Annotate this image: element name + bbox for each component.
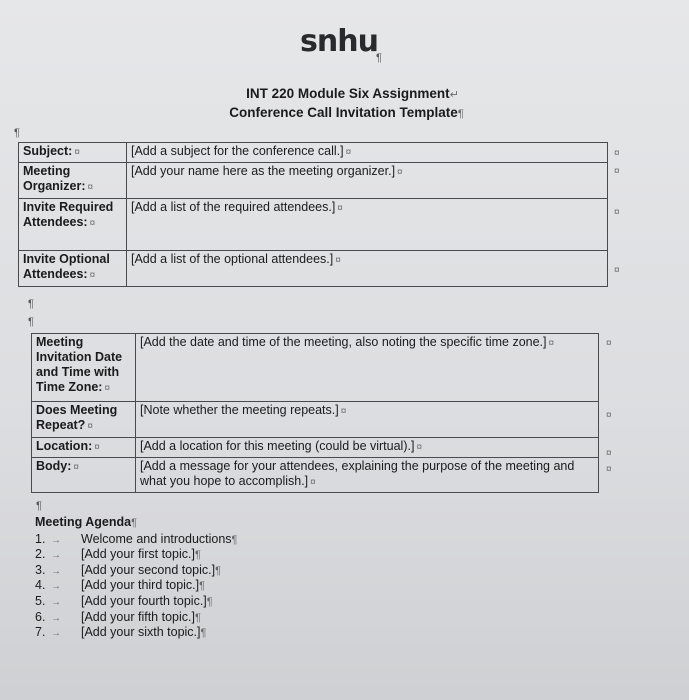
repeat-label: Does Meeting Repeat? ¤ <box>32 402 136 438</box>
body-label: Body: ¤ <box>32 458 136 493</box>
paragraph-mark-icon: ¶ <box>131 517 137 529</box>
location-label: Location: ¤ <box>32 438 136 458</box>
table-row <box>32 402 599 438</box>
tab-arrow-icon: → <box>51 565 61 577</box>
document-subtitle <box>2 105 689 120</box>
tab-arrow-icon: → <box>51 612 61 624</box>
organizer-field[interactable]: [Add your name here as the meeting organizer.] ¤ <box>127 163 608 199</box>
tab-arrow-icon: → <box>51 628 61 640</box>
table-row <box>19 163 608 199</box>
subject-field[interactable]: [Add a subject for the conference call.] ¤ <box>127 143 608 163</box>
row-end-mark-icon: ¤ <box>614 207 620 218</box>
tab-arrow-icon: → <box>51 550 61 562</box>
paragraph-mark-icon: ¶ <box>28 298 34 310</box>
list-item: 2. → [Add your first topic.]¶ <box>35 547 237 563</box>
row-end-mark-icon: ¤ <box>606 410 612 421</box>
row-end-mark-icon: ¤ <box>606 448 612 459</box>
subject-label: Subject: ¤ <box>19 143 127 163</box>
table-row <box>32 458 599 493</box>
document-title <box>8 86 689 101</box>
row-end-mark-icon: ¤ <box>614 265 620 276</box>
title-line-1: INT 220 Module Six Assignment <box>246 86 450 101</box>
line-break-icon: ↵ <box>449 89 459 101</box>
paragraph-mark-icon: ¶ <box>36 500 42 512</box>
organizer-label: Meeting Organizer: ¤ <box>19 163 127 199</box>
table-row <box>19 143 608 163</box>
location-field[interactable]: [Add a location for this meeting (could be virtual).] ¤ <box>136 438 599 458</box>
row-end-mark-icon: ¤ <box>614 148 620 159</box>
list-item: 6. → [Add your fifth topic.]¶ <box>35 610 237 626</box>
body-field[interactable]: [Add a message for your attendees, explaining the purpose of the meeting and what you hope to accomplish.] ¤ <box>136 458 599 493</box>
paragraph-mark-icon: ¶ <box>457 108 464 120</box>
list-item: 3. → [Add your second topic.]¶ <box>35 563 237 579</box>
row-end-mark-icon: ¤ <box>606 464 612 475</box>
required-attendees-label: Invite Required Attendees: ¤ <box>19 199 127 251</box>
table-row <box>32 438 599 458</box>
optional-attendees-field[interactable]: [Add a list of the optional attendees.] ¤ <box>127 251 608 287</box>
agenda-list <box>35 532 237 641</box>
tab-arrow-icon: → <box>51 534 61 546</box>
meeting-details-table <box>18 142 608 287</box>
list-item: 4. → [Add your third topic.]¶ <box>35 578 237 594</box>
paragraph-mark-icon: ¶ <box>376 52 382 64</box>
table-row <box>32 334 599 402</box>
table-row <box>19 199 608 251</box>
list-item: 1. → Welcome and introductions¶ <box>35 532 237 548</box>
meeting-schedule-table <box>31 333 599 493</box>
table-row <box>19 251 608 287</box>
meeting-agenda <box>35 515 237 641</box>
list-item: 7. → [Add your sixth topic.]¶ <box>35 625 237 641</box>
paragraph-mark-icon: ¶ <box>14 127 20 139</box>
optional-attendees-label: Invite Optional Attendees: ¤ <box>19 251 127 287</box>
agenda-heading: Meeting Agenda¶ <box>35 515 137 529</box>
required-attendees-field[interactable]: [Add a list of the required attendees.] ¤ <box>127 199 608 251</box>
paragraph-mark-icon: ¶ <box>28 316 34 328</box>
list-item: 5. → [Add your fourth topic.]¶ <box>35 594 237 610</box>
tab-arrow-icon: → <box>51 581 61 593</box>
row-end-mark-icon: ¤ <box>614 166 620 177</box>
repeat-field[interactable]: [Note whether the meeting repeats.] ¤ <box>136 402 599 438</box>
tab-arrow-icon: → <box>51 596 61 608</box>
snhu-logo: snhu <box>300 24 378 59</box>
title-line-2: Conference Call Invitation Template <box>229 105 458 120</box>
row-end-mark-icon: ¤ <box>606 338 612 349</box>
date-time-label: Meeting Invitation Date and Time with Time Zone: ¤ <box>32 334 136 402</box>
date-time-field[interactable]: [Add the date and time of the meeting, also noting the specific time zone.] ¤ <box>136 334 599 402</box>
